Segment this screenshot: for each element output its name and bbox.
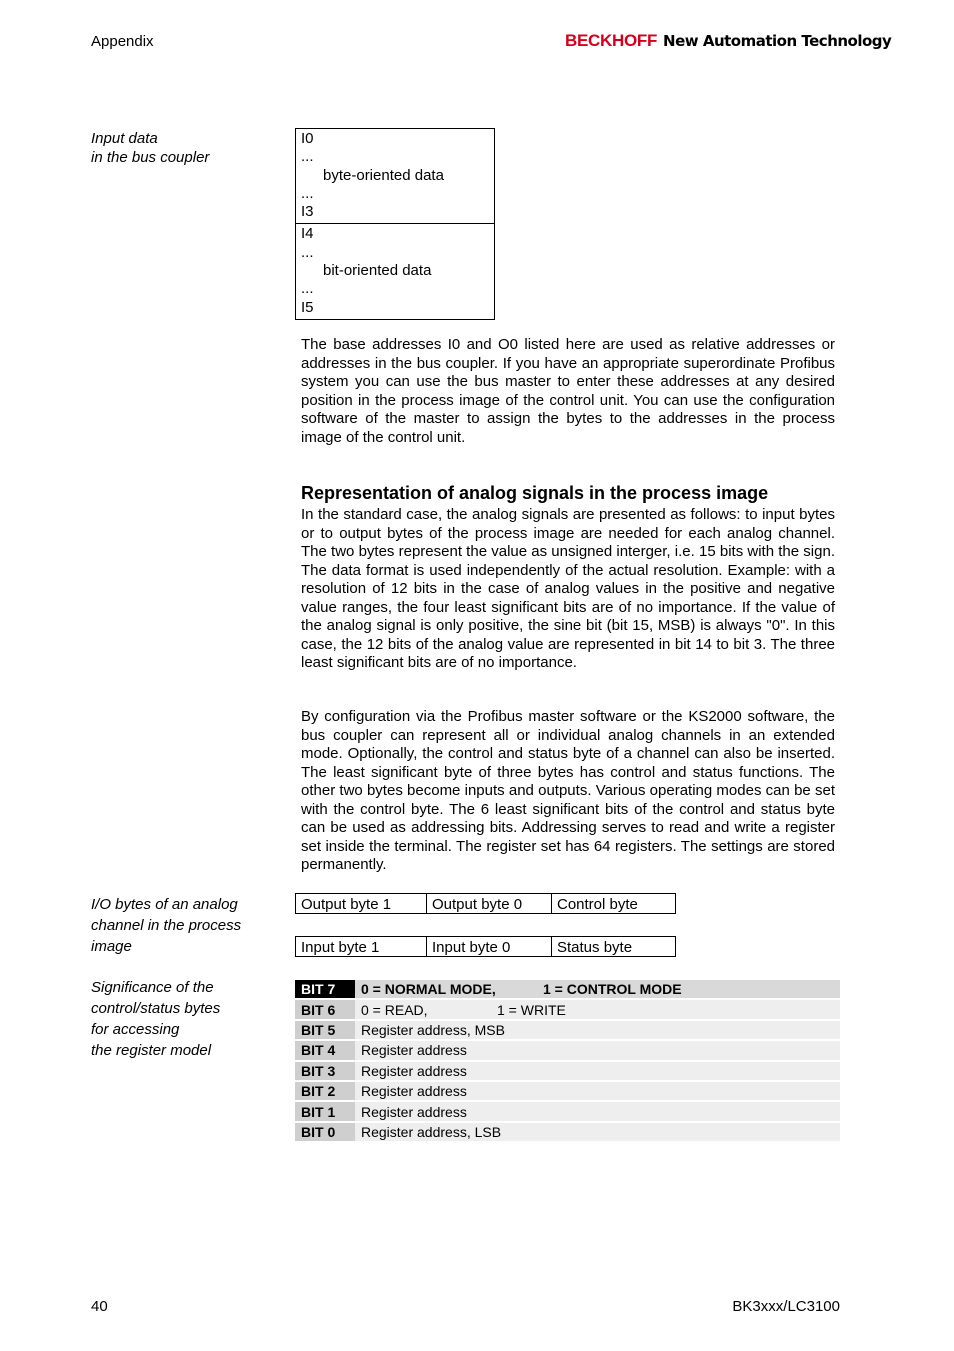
- table-cell: Output byte 1: [296, 894, 427, 914]
- bit-label: BIT 2: [295, 1082, 355, 1100]
- bit-oriented-section: [296, 223, 494, 318]
- table-cell: Output byte 0: [427, 894, 552, 914]
- bit-description: Register address: [355, 1102, 840, 1120]
- byte-oriented-section: [296, 129, 494, 223]
- brand-logo: [565, 31, 891, 51]
- table-row: [295, 1062, 840, 1080]
- table-row: [295, 980, 840, 998]
- bit-description: Register address: [355, 1062, 840, 1080]
- table-row: [296, 894, 676, 914]
- ellipsis: ...: [301, 148, 314, 166]
- bit-label: BIT 7: [295, 980, 355, 998]
- table-cell: Input byte 0: [427, 937, 552, 957]
- table-cell: Control byte: [552, 894, 676, 914]
- bit-desc-primary: 0 = READ,: [361, 1001, 428, 1018]
- caption-line: control/status bytes: [91, 1000, 221, 1017]
- bit-label: BIT 1: [295, 1102, 355, 1120]
- ellipsis: ...: [301, 184, 314, 202]
- caption-line: channel in the process: [91, 917, 242, 934]
- address-start: I0: [301, 130, 314, 147]
- ellipsis: ...: [301, 280, 314, 298]
- analog-paragraph-1: In the standard case, the analog signals are presented as follows: to input bytes or to output bytes of the process image are needed for each analog channel. The two bytes represent the value as unsigned interger, i.e. 15 bits with the sign. The data format is used independently of the actual resolution. Example: with a resolution of 12 bits in the case of analog values in the positive and negative value ranges, the four least significant bits are of no importance. If the value of the analog signal is only positive, the sine bit (bit 15, MSB) is always "0". In this case, the 12 bits of the analog value are represented in bit 14 to bit 3. The three least significant bits are of no importance.: [301, 506, 835, 671]
- base-address-paragraph: The base addresses I0 and O0 listed here are used as relative addresses or addresses in the bus coupler. If you have an appropriate superordinate Profibus system you can use the bus master to enter these addresses at any desired position in the process image of the control unit. You can use the configuration software of the master to assign the bytes to the addresses in the process image of the control unit.: [301, 336, 835, 446]
- bit-description: [355, 980, 840, 998]
- brand-name: BECKHOFF: [565, 31, 658, 50]
- bit-description: Register address, LSB: [355, 1123, 840, 1141]
- table-cell: Input byte 1: [296, 937, 427, 957]
- page-number: 40: [91, 1298, 108, 1315]
- bit-desc-secondary: 1 = WRITE: [497, 1001, 566, 1018]
- caption-line: Significance of the: [91, 979, 214, 996]
- table-row: [295, 1000, 840, 1018]
- bit-label: BIT 6: [295, 1000, 355, 1018]
- input-data-caption: [91, 129, 209, 167]
- section-heading: Representation of analog signals in the process image: [301, 483, 769, 503]
- bit-description: Register address: [355, 1082, 840, 1100]
- input-bytes-table: [295, 936, 676, 957]
- section-label: bit-oriented data: [323, 262, 432, 280]
- table-row: [295, 1021, 840, 1039]
- address-start: I4: [301, 225, 314, 243]
- bit-description: [355, 1000, 840, 1018]
- table-row: [296, 937, 676, 957]
- table-row: [295, 1082, 840, 1100]
- table-row: [295, 1041, 840, 1059]
- output-bytes-table: [295, 893, 676, 914]
- caption-line: Input data: [91, 130, 158, 147]
- bit-description: Register address: [355, 1041, 840, 1059]
- address-end: I3: [301, 203, 314, 221]
- bit-desc-primary: 0 = NORMAL MODE,: [361, 981, 496, 998]
- bit-label: BIT 4: [295, 1041, 355, 1059]
- caption-line: I/O bytes of an analog: [91, 896, 238, 913]
- bit-label: BIT 5: [295, 1021, 355, 1039]
- table-row: [295, 1123, 840, 1141]
- io-bytes-caption: [91, 894, 241, 957]
- input-data-diagram: [295, 128, 495, 320]
- address-end: I5: [301, 298, 314, 316]
- ellipsis: ...: [301, 243, 314, 261]
- caption-line: in the bus coupler: [91, 149, 210, 166]
- table-row: [295, 1102, 840, 1120]
- bit-label: BIT 3: [295, 1062, 355, 1080]
- register-model-caption: [91, 977, 220, 1061]
- caption-line: image: [91, 938, 132, 955]
- bit-label: BIT 0: [295, 1123, 355, 1141]
- analog-paragraph-2: By configuration via the Profibus master software or the KS2000 software, the bus coupler can represent all or individual analog channels in an extended mode. Optionally, the control and status byte of a channel can also be inserted. The least significant byte of three bytes has control and status functions. The other two bytes become inputs and outputs. Various operating modes can be set with the control byte. The 6 least significant bits of the control and status byte can be used as addressing bits. Addressing serves to read and write a register set inside the terminal. The register set has 64 registers. The settings are stored permanently.: [301, 708, 835, 873]
- table-cell: Status byte: [552, 937, 676, 957]
- bit-description: Register address, MSB: [355, 1021, 840, 1039]
- document-id: BK3xxx/LC3100: [732, 1298, 840, 1315]
- section-label: byte-oriented data: [323, 166, 444, 184]
- header-section-label: Appendix: [91, 33, 154, 50]
- caption-line: the register model: [91, 1042, 212, 1059]
- brand-tagline: New Automation Technology: [663, 32, 892, 50]
- register-bits-table: [295, 978, 840, 1143]
- caption-line: for accessing: [91, 1021, 180, 1038]
- bit-desc-secondary: 1 = CONTROL MODE: [543, 981, 682, 998]
